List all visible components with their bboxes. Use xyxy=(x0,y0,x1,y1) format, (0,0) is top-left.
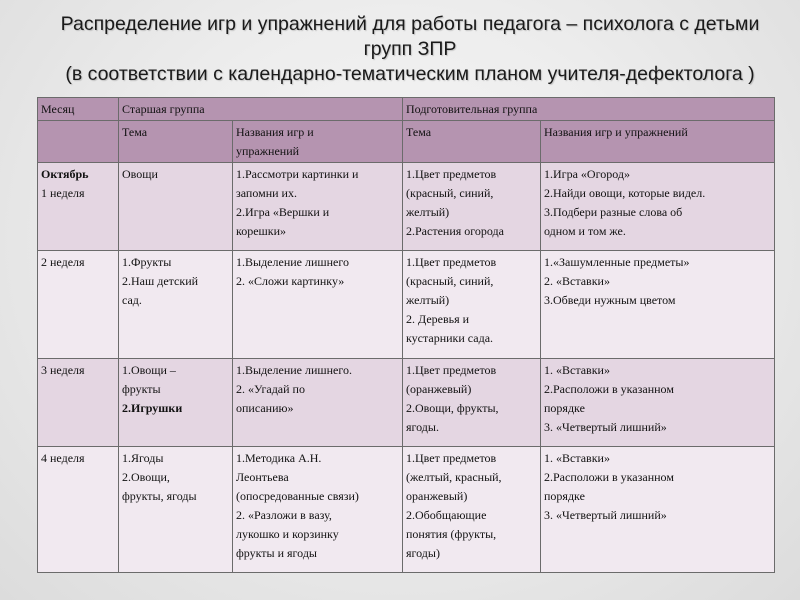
table-row xyxy=(38,359,775,447)
subheader-empty xyxy=(38,121,119,163)
subheader-games-prep: Названия игр и упражнений xyxy=(541,121,775,163)
cell-theme-prep: 1.Цвет предметов (красный, синий, желтый) 2.Растения огорода xyxy=(403,163,541,251)
cell-games-senior: 1.Рассмотри картинки и запомни их. 2.Игра «Вершки и корешки» xyxy=(233,163,403,251)
table-header-row xyxy=(38,98,775,121)
cell-games-prep: 1. «Вставки» 2.Расположи в указанном порядке 3. «Четвертый лишний» xyxy=(541,359,775,447)
cell-month: 2 неделя xyxy=(38,251,119,359)
cell-theme-prep: 1.Цвет предметов (желтый, красный, оранжевый) 2.Обобщающие понятия (фрукты, ягоды) xyxy=(403,447,541,573)
subheader-theme-senior: Тема xyxy=(119,121,233,163)
title-line-1: Распределение игр и упражнений для работы педагога – психолога с детьми xyxy=(60,13,760,35)
title-line-2: групп ЗПР xyxy=(363,38,457,60)
cell-theme-prep: 1.Цвет предметов (оранжевый) 2.Овощи, фрукты, ягоды. xyxy=(403,359,541,447)
cell-theme-senior: 1.Овощи – фрукты 2.Игрушки xyxy=(119,359,233,447)
table-row xyxy=(38,447,775,573)
cell-theme-senior: 1.Ягоды 2.Овощи, фрукты, ягоды xyxy=(119,447,233,573)
schedule-table xyxy=(37,97,775,573)
table-row xyxy=(38,163,775,251)
table-row xyxy=(38,251,775,359)
cell-games-prep: 1.«Зашумленные предметы» 2. «Вставки» 3.Обведи нужным цветом xyxy=(541,251,775,359)
header-month: Месяц xyxy=(38,98,119,121)
cell-games-prep: 1. «Вставки» 2.Расположи в указанном порядке 3. «Четвертый лишний» xyxy=(541,447,775,573)
subheader-games-senior: Названия игр и упражнений xyxy=(233,121,403,163)
header-preparatory-group: Подготовительная группа xyxy=(403,98,775,121)
cell-theme-prep: 1.Цвет предметов (красный, синий, желтый) 2. Деревья и кустарники сада. xyxy=(403,251,541,359)
slide-title xyxy=(30,12,790,87)
cell-theme-senior: 1.Фрукты 2.Наш детский сад. xyxy=(119,251,233,359)
cell-month: Октябрь 1 неделя xyxy=(38,163,119,251)
cell-month: 3 неделя xyxy=(38,359,119,447)
cell-theme-senior: Овощи xyxy=(119,163,233,251)
table-subheader-row xyxy=(38,121,775,163)
cell-games-senior: 1.Методика А.Н. Леонтьева (опосредованные связи) 2. «Разложи в вазу, лукошко и корзинку фрукты и ягоды xyxy=(233,447,403,573)
subheader-theme-prep: Тема xyxy=(403,121,541,163)
cell-games-senior: 1.Выделение лишнего 2. «Сложи картинку» xyxy=(233,251,403,359)
cell-month: 4 неделя xyxy=(38,447,119,573)
cell-games-senior: 1.Выделение лишнего. 2. «Угадай по описанию» xyxy=(233,359,403,447)
cell-games-prep: 1.Игра «Огород» 2.Найди овощи, которые видел. 3.Подбери разные слова об одном и том же. xyxy=(541,163,775,251)
title-line-3: (в соответствии с календарно-тематическим планом учителя-дефектолога ) xyxy=(65,63,755,85)
header-senior-group: Старшая группа xyxy=(119,98,403,121)
